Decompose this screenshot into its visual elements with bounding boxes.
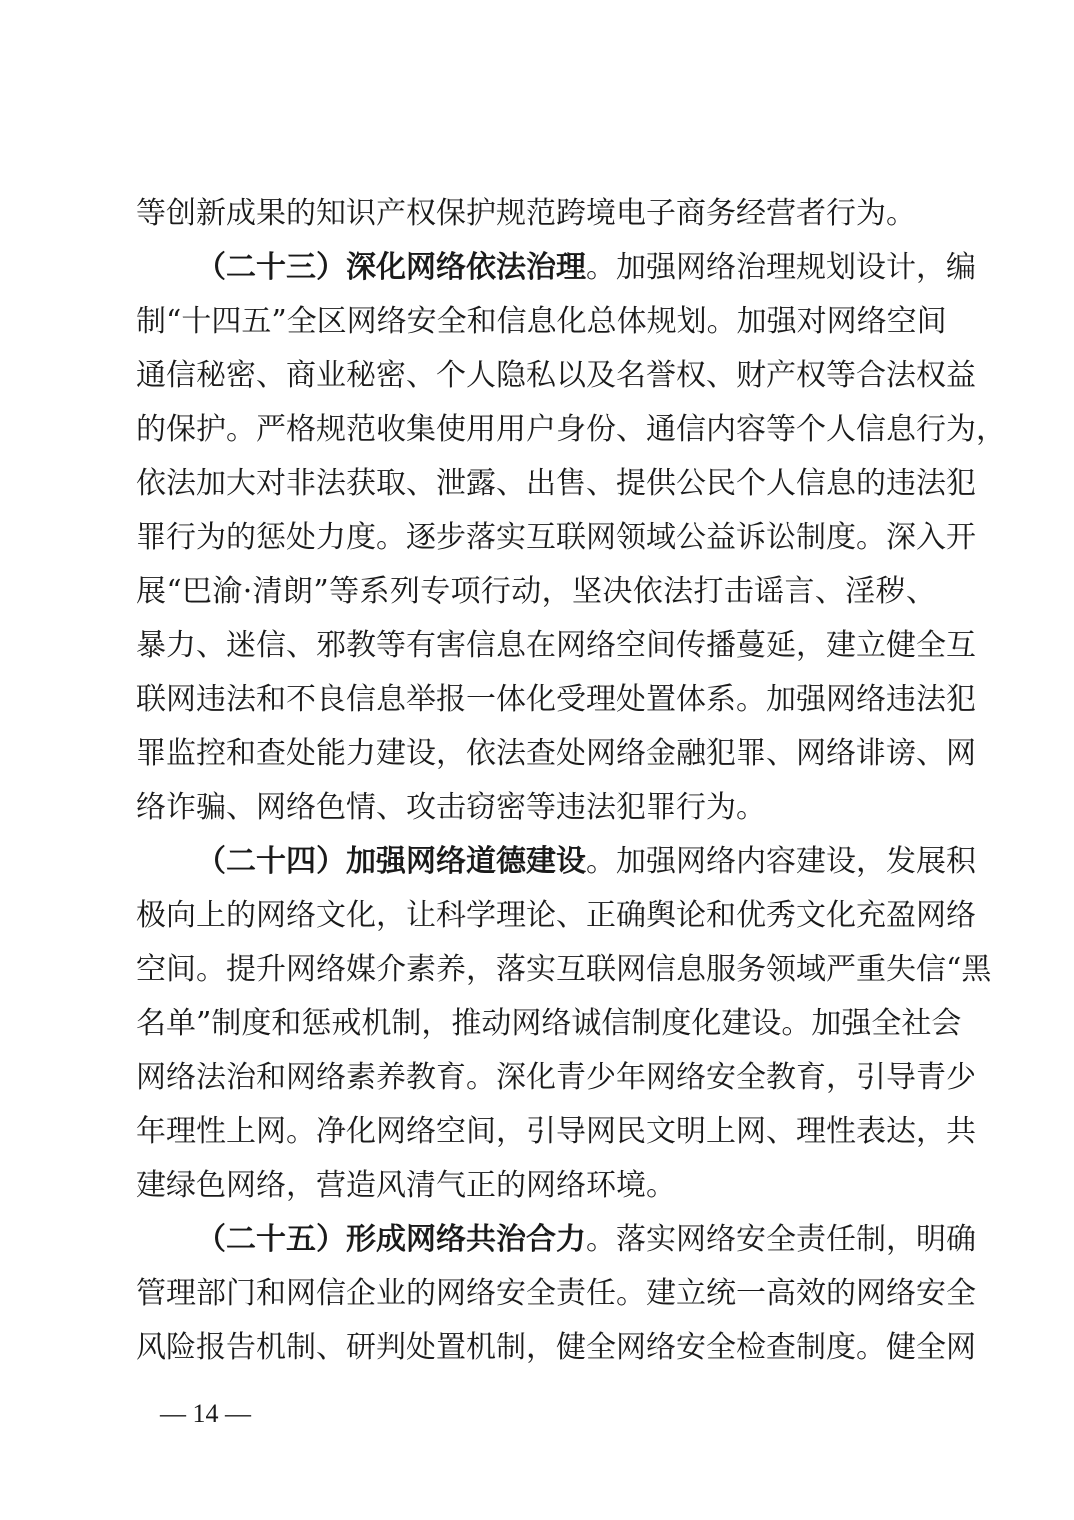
line-text: 罪监控和查处能力建设，依法查处网络金融犯罪、网络诽谤、网 [136,736,976,771]
text-line [136,1321,976,1375]
text-line [136,943,992,997]
line-text: 通信秘密、商业秘密、个人隐私以及名誉权、财产权等合法权益 [136,358,976,393]
text-line [136,457,976,511]
text-line [136,1267,976,1321]
line-text: 的保护。严格规范收集使用用户身份、通信内容等个人信息行为， [136,412,1006,447]
line-text: 展“巴渝·清朗”等系列专项行动，坚决依法打击谣言、淫秽、 [136,574,936,609]
text-line [136,997,962,1051]
line-text: 建绿色网络，营造风清气正的网络环境。 [136,1168,676,1203]
line-text: 暴力、迷信、邪教等有害信息在网络空间传播蔓延，建立健全互 [136,628,976,663]
text-line [136,187,936,241]
text-line [136,781,936,835]
line-text: 依法加大对非法获取、泄露、出售、提供公民个人信息的违法犯 [136,466,976,501]
line-text: 联网违法和不良信息举报一体化受理处置体系。加强网络违法犯 [136,682,976,717]
line-text: 空间。提升网络媒介素养，落实互联网信息服务领域严重失信“黑 [136,952,992,987]
text-line [136,349,976,403]
line-text: 制“十四五”全区网络安全和信息化总体规划。加强对网络空间 [136,304,947,339]
line-text: 管理部门和网信企业的网络安全责任。建立统一高效的网络安全 [136,1276,976,1311]
section-first-line [136,835,976,889]
text-line [136,511,976,565]
line-text: 罪行为的惩处力度。逐步落实互联网领域公益诉讼制度。深入开 [136,520,976,555]
line-text: 极向上的网络文化，让科学理论、正确舆论和优秀文化充盈网络 [136,898,976,933]
text-line [136,1105,976,1159]
line-text: 风险报告机制、研判处置机制，健全网络安全检查制度。健全网 [136,1330,976,1365]
line-text: 。加强网络治理规划设计，编 [586,250,976,285]
text-line [136,619,976,673]
text-line [136,1159,936,1213]
text-line [136,1051,976,1105]
text-line [136,295,947,349]
line-text: 等创新成果的知识产权保护规范跨境电子商务经营者行为。 [136,196,916,231]
line-text: 。加强网络内容建设，发展积 [586,844,976,879]
section-heading: （二十四）加强网络道德建设 [196,844,586,879]
body-text [136,187,1006,1375]
text-line [136,889,976,943]
text-line [136,403,1006,457]
line-text: 年理性上网。净化网络空间，引导网民文明上网、理性表达，共 [136,1114,976,1149]
line-text: 名单”制度和惩戒机制，推动网络诚信制度化建设。加强全社会 [136,1006,962,1041]
text-line [136,565,936,619]
line-text: 络诈骗、网络色情、攻击窃密等违法犯罪行为。 [136,790,766,825]
line-text: 。落实网络安全责任制，明确 [586,1222,976,1257]
section-first-line [136,241,976,295]
page-number: — 14 — [160,1399,251,1428]
section-first-line [136,1213,976,1267]
section-heading: （二十三）深化网络依法治理 [196,250,586,285]
line-text: 网络法治和网络素养教育。深化青少年网络安全教育，引导青少 [136,1060,976,1095]
text-line [136,673,976,727]
text-line [136,727,976,781]
section-heading: （二十五）形成网络共治合力 [196,1222,586,1257]
